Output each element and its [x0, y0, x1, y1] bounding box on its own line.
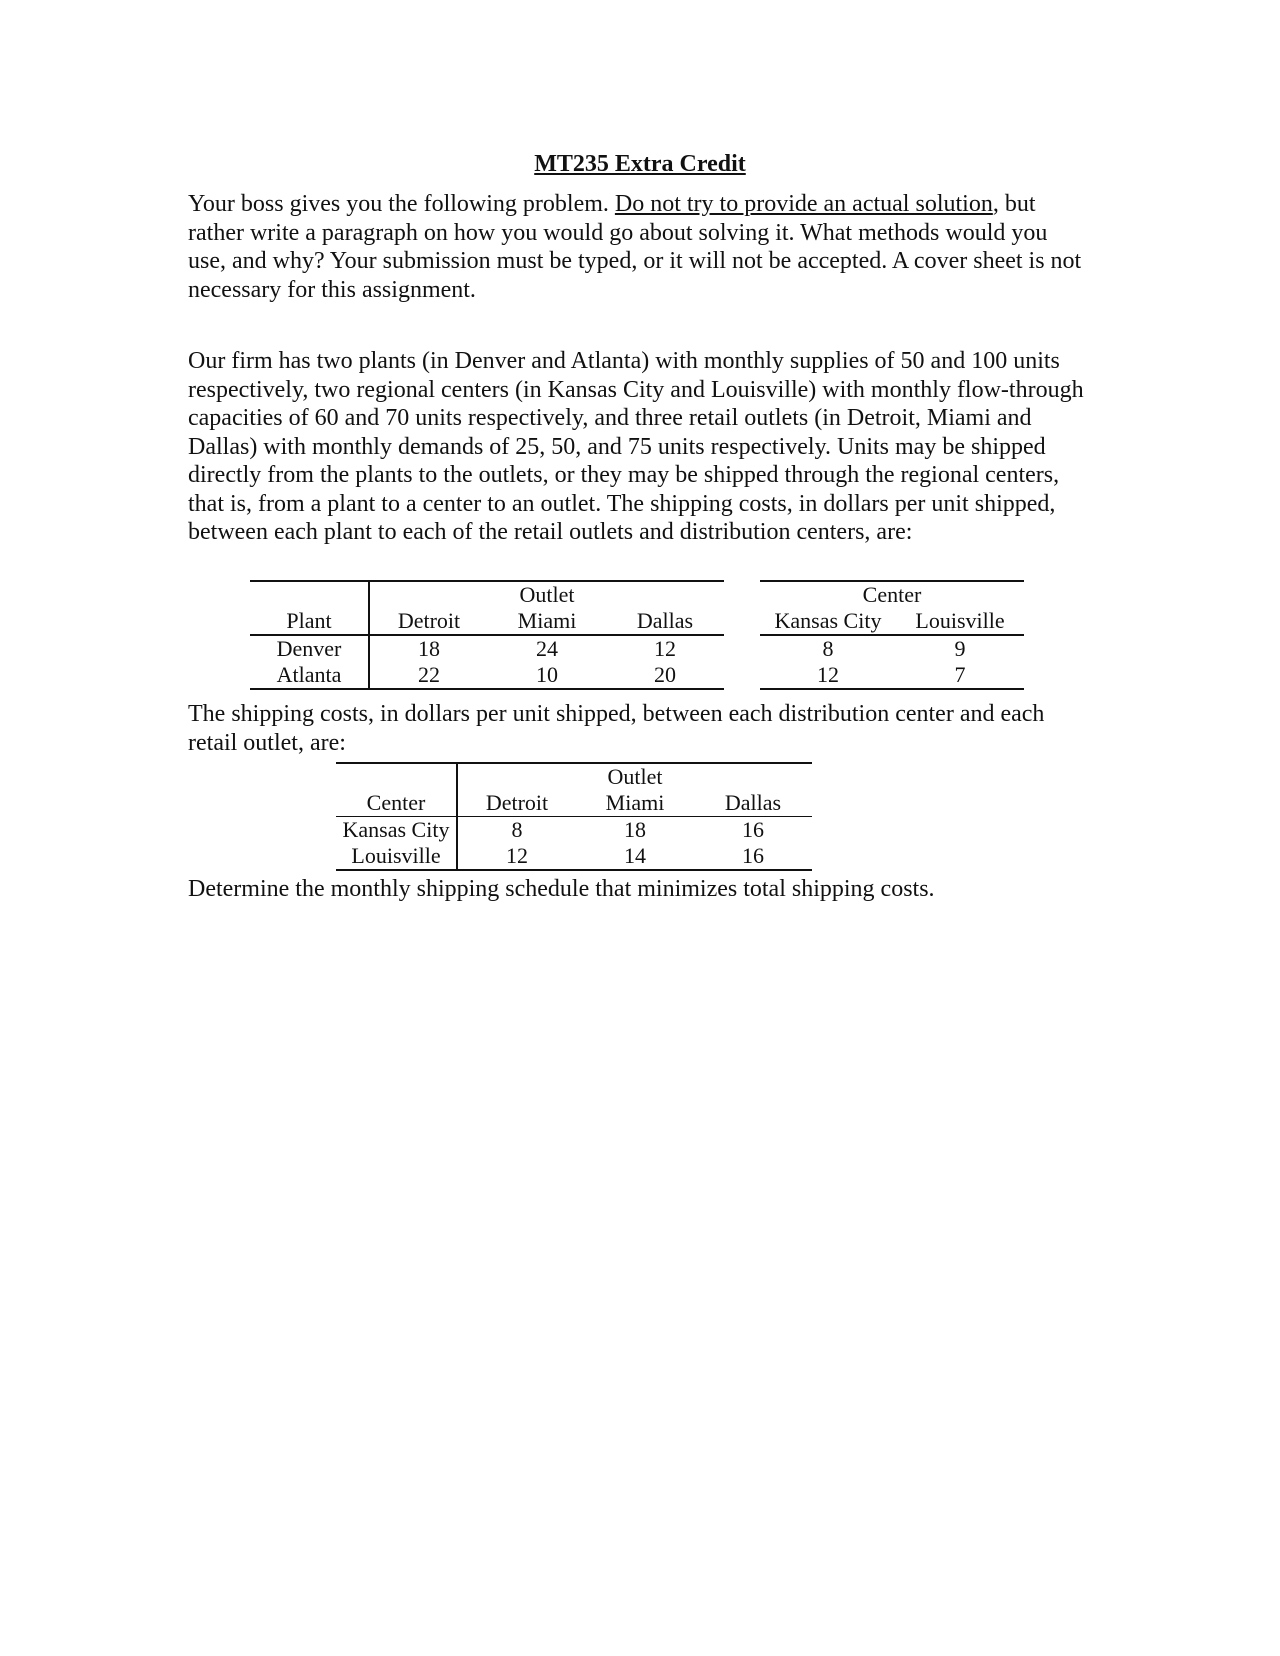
table-cell: 24 — [536, 636, 558, 661]
table-cell: 12 — [760, 662, 896, 689]
plant-column-header: Plant — [250, 608, 369, 635]
center-outlet-cost-table — [336, 762, 812, 871]
outlet-group-header: Outlet — [457, 763, 812, 790]
table-cell: 16 — [742, 817, 764, 842]
table-row — [336, 843, 812, 870]
intro-text-start: Your boss gives you the following problem. — [188, 191, 615, 217]
table-cell: 8 — [457, 817, 576, 844]
column-header-dallas: Dallas — [694, 790, 812, 817]
table-cell: 14 — [576, 843, 694, 870]
column-header-detroit: Detroit — [457, 790, 576, 817]
table-cell: 18 — [624, 817, 646, 842]
column-header-detroit: Detroit — [369, 608, 488, 635]
table-cell: 9 — [954, 636, 966, 661]
center-column-header: Center — [336, 790, 457, 817]
table-cell: 18 — [369, 635, 488, 662]
table-row — [336, 817, 812, 844]
column-header-kansas-city: Kansas City — [760, 608, 896, 635]
plant-outlet-cost-table — [250, 580, 724, 690]
table-cell: 16 — [694, 843, 812, 870]
column-header-miami: Miami — [576, 790, 694, 817]
table-row — [250, 662, 724, 689]
document-title: MT235 Extra Credit — [534, 151, 746, 177]
closing-paragraph: Determine the monthly shipping schedule that minimizes total shipping costs. — [188, 876, 935, 902]
plant-center-cost-table — [760, 580, 1024, 690]
intro-underlined-text: Do not try to provide an actual solution — [614, 191, 993, 217]
table-cell: 12 — [457, 843, 576, 870]
table-row — [760, 662, 1024, 689]
center-costs-paragraph: The shipping costs, in dollars per unit shipped, between each distribution center and each retail outlet, are: — [188, 701, 1045, 756]
row-label-louisville: Louisville — [336, 843, 457, 870]
row-label-kansas-city: Kansas City — [342, 817, 450, 842]
table-row — [250, 635, 724, 662]
intro-text-end: , but rather write a paragraph on how you would go about solving it. What methods would you use, and why? Your submission must be typed, or it will not be accepted. A cover sheet is not necessary for this assignment. — [188, 191, 1082, 303]
center-group-header: Center — [760, 581, 1024, 608]
intro-paragraph — [188, 190, 1088, 304]
column-header-dallas: Dallas — [606, 608, 724, 635]
column-header-louisville: Louisville — [896, 608, 1024, 635]
table-cell: 10 — [488, 662, 606, 689]
table-row — [760, 635, 1024, 662]
table-cell: 8 — [822, 636, 834, 661]
table-cell: 12 — [654, 636, 676, 661]
row-label-denver: Denver — [276, 636, 342, 661]
problem-paragraph: Our firm has two plants (in Denver and Atlanta) with monthly supplies of 50 and 100 units respectively, two regional centers (in Kansas City and Louisville) with monthly flow-through capacities of 60 and 70 units respectively, and three retail outlets (in Detroit, Miami and Dallas) with monthly demands of 25, 50, and 75 units respectively. Units may be shipped directly from the plants to the outlets, or they may be shipped through the regional centers, that is, from a plant to a center to an outlet. The shipping costs, in dollars per unit shipped, between each plant to each of the retail outlets and distribution centers, are: — [188, 348, 1084, 545]
column-header-miami: Miami — [488, 608, 606, 635]
outlet-group-header: Outlet — [369, 581, 724, 608]
table-cell: 22 — [369, 662, 488, 689]
table-cell: 7 — [896, 662, 1024, 689]
table-cell: 20 — [606, 662, 724, 689]
row-label-atlanta: Atlanta — [250, 662, 369, 689]
